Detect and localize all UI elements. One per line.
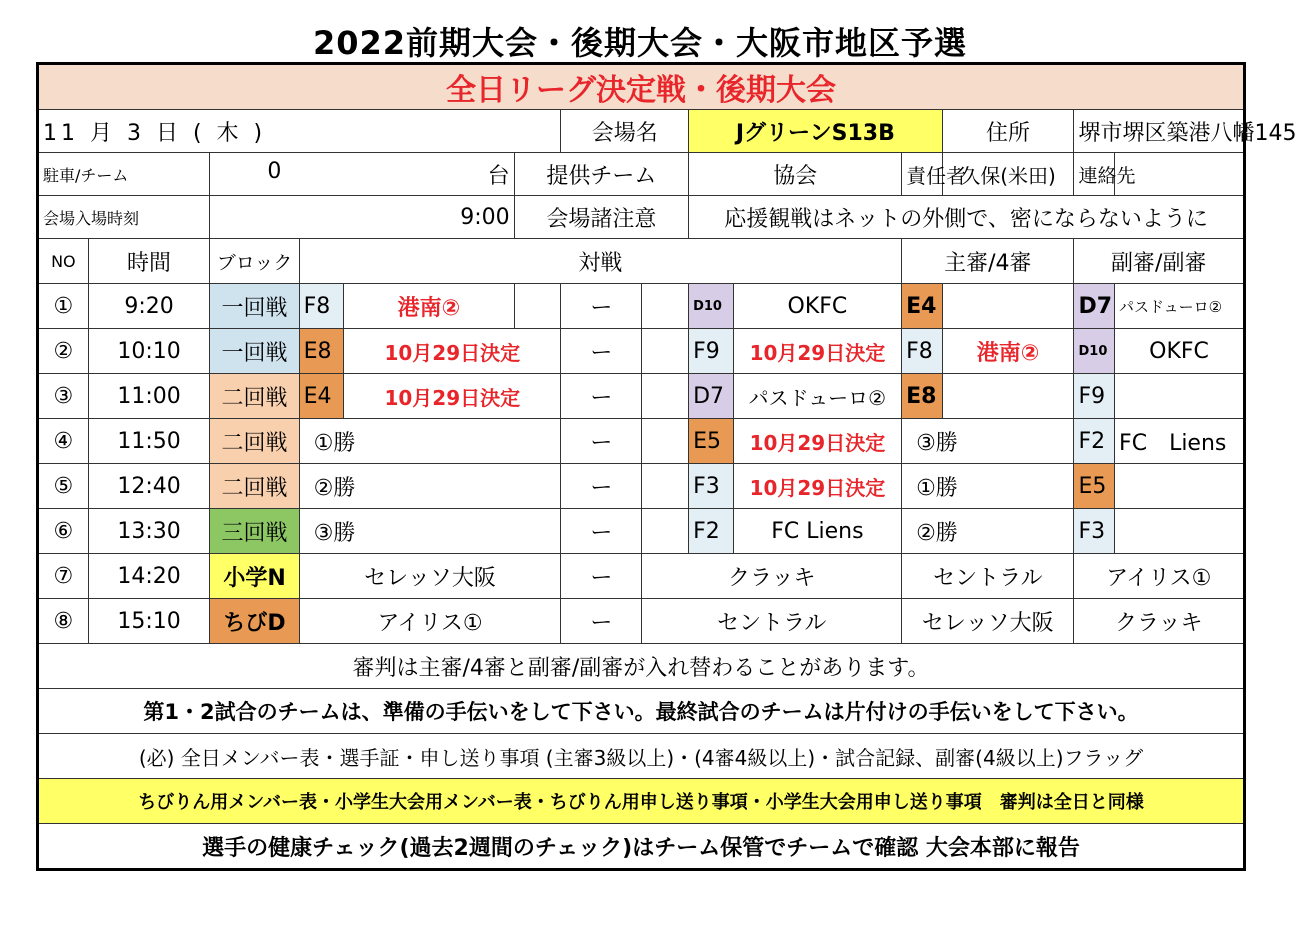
referee-code: F8 [902, 329, 943, 374]
referee-team: ③勝 [902, 419, 1074, 464]
address-label: 住所 [942, 110, 1074, 153]
note-health-check: 選手の健康チェック(過去2週間のチェック)はチーム保管でチームで確認 大会本部に報告 [38, 824, 1245, 870]
notice-label: 会場諸注意 [514, 196, 688, 239]
referee-team [942, 284, 1074, 329]
team-b-name: パスドューロ② [733, 374, 901, 419]
game-no: ④ [38, 419, 89, 464]
team-a-name: ①勝 [299, 419, 561, 464]
game-time: 14:20 [88, 554, 210, 599]
assistant-code: E5 [1074, 464, 1115, 509]
game-block: 二回戦 [210, 374, 299, 419]
assistant-code: F3 [1074, 509, 1115, 554]
contact-label: 連絡先 [1074, 153, 1115, 196]
game-time: 9:20 [88, 284, 210, 329]
game-no: ③ [38, 374, 89, 419]
team-a-name: 10月29日決定 [344, 329, 561, 374]
team-b-code: D7 [689, 374, 734, 419]
vs-dash: ー [561, 374, 642, 419]
table-row [38, 419, 1245, 464]
table-row [38, 509, 1245, 554]
manager-value: 久保(米田) [942, 153, 1074, 196]
notice-text: 応援観戦はネットの外側で、密にならないように [689, 196, 1245, 239]
assistant-team: OKFC [1115, 329, 1245, 374]
game-time: 15:10 [88, 599, 210, 644]
team-a-name: 港南② [344, 284, 514, 329]
assistant-team: パスドューロ② [1115, 284, 1245, 329]
address-value: 堺市堺区築港八幡145 [1074, 110, 1245, 153]
table-row [38, 284, 1245, 329]
parking-count: 0 [267, 158, 282, 184]
assistant-team: クラッキ [1074, 599, 1245, 644]
col-referee: 主審/4審 [902, 239, 1074, 284]
game-no: ⑧ [38, 599, 89, 644]
team-b-code: D10 [689, 284, 734, 329]
provider-value: 協会 [689, 153, 902, 196]
team-b-name: OKFC [733, 284, 901, 329]
assistant-team: FC Liens [1115, 419, 1245, 464]
game-time: 11:00 [88, 374, 210, 419]
vs-dash: ー [561, 554, 642, 599]
note-preparation: 第1・2試合のチームは、準備の手伝いをして下さい。最終試合のチームは片付けの手伝いをして下さい。 [38, 689, 1245, 734]
vs-dash: ー [561, 509, 642, 554]
team-a-name: セレッソ大阪 [299, 554, 561, 599]
manager-label: 責任者 [902, 153, 943, 196]
assistant-team [1115, 374, 1245, 419]
game-no: ⑥ [38, 509, 89, 554]
assistant-code: D10 [1074, 329, 1115, 374]
venue-name: JグリーンS13B [689, 110, 943, 153]
game-no: ⑦ [38, 554, 89, 599]
game-time: 11:50 [88, 419, 210, 464]
team-b-name: 10月29日決定 [733, 329, 901, 374]
assistant-code: F9 [1074, 374, 1115, 419]
table-row [38, 374, 1245, 419]
assistant-team [1115, 464, 1245, 509]
page-title: 2022前期大会・後期大会・大阪市地区予選 [312, 24, 968, 62]
referee-team: ①勝 [902, 464, 1074, 509]
team-b-name: FC Liens [733, 509, 901, 554]
team-a-code: E8 [299, 329, 344, 374]
vs-dash: ー [561, 284, 642, 329]
table-row [38, 599, 1245, 644]
team-b-code: F3 [689, 464, 734, 509]
game-block: 一回戦 [210, 329, 299, 374]
team-b-code: F9 [689, 329, 734, 374]
team-b-code: E5 [689, 419, 734, 464]
col-assistant: 副審/副審 [1074, 239, 1245, 284]
referee-team [942, 374, 1074, 419]
banner: 全日リーグ決定戦・後期大会 [38, 64, 1245, 110]
team-b-name: クラッキ [642, 554, 902, 599]
referee-team: セレッソ大阪 [902, 599, 1074, 644]
game-block: ちびD [210, 599, 299, 644]
game-no: ① [38, 284, 89, 329]
table-row [38, 464, 1245, 509]
team-a-code: E4 [299, 374, 344, 419]
assistant-team [1115, 509, 1245, 554]
referee-team: 港南② [942, 329, 1074, 374]
note-required-items: (必) 全日メンバー表・選手証・申し送り事項 (主審3級以上)・(4審4級以上)・試合記録、副審(4級以上)フラッグ [38, 734, 1245, 779]
referee-team: セントラル [902, 554, 1074, 599]
referee-team: ②勝 [902, 509, 1074, 554]
col-no: NO [38, 239, 89, 284]
schedule-table [36, 62, 1296, 871]
team-b-name: セントラル [642, 599, 902, 644]
referee-code: E8 [902, 374, 943, 419]
referee-code: E4 [902, 284, 943, 329]
team-a-code: F8 [299, 284, 344, 329]
team-a-name: ②勝 [299, 464, 561, 509]
col-time: 時間 [88, 239, 210, 284]
team-b-name: 10月29日決定 [733, 419, 901, 464]
game-block: 二回戦 [210, 419, 299, 464]
assistant-code: D7 [1074, 284, 1115, 329]
parking-unit: 台 [487, 163, 510, 189]
team-a-name: 10月29日決定 [344, 374, 561, 419]
note-chibirin: ちびりん用メンバー表・小学生大会用メンバー表・ちびりん用申し送り事項・小学生大会用申し送り事項 審判は全日と同様 [38, 779, 1245, 824]
entry-time: 9:00 [210, 196, 514, 239]
col-block: ブロック [210, 239, 299, 284]
game-time: 12:40 [88, 464, 210, 509]
game-block: 小学N [210, 554, 299, 599]
parking-value [210, 153, 514, 196]
table-row [38, 554, 1245, 599]
game-no: ② [38, 329, 89, 374]
game-block: 三回戦 [210, 509, 299, 554]
vs-dash: ー [561, 329, 642, 374]
game-time: 10:10 [88, 329, 210, 374]
game-time: 13:30 [88, 509, 210, 554]
team-a-name: アイリス① [299, 599, 561, 644]
team-a-name: ③勝 [299, 509, 561, 554]
vs-dash: ー [561, 464, 642, 509]
team-b-code: F2 [689, 509, 734, 554]
col-match: 対戦 [299, 239, 901, 284]
note-referee-swap: 審判は主審/4審と副審/副審が入れ替わることがあります。 [38, 644, 1245, 689]
game-block: 一回戦 [210, 284, 299, 329]
provider-label: 提供チーム [514, 153, 688, 196]
table-row [38, 329, 1245, 374]
assistant-code: F2 [1074, 419, 1115, 464]
vs-dash: ー [561, 599, 642, 644]
game-no: ⑤ [38, 464, 89, 509]
vs-dash: ー [561, 419, 642, 464]
game-block: 二回戦 [210, 464, 299, 509]
team-b-name: 10月29日決定 [733, 464, 901, 509]
date-cell: 11 月 3 日 ( 木 ) [38, 110, 561, 153]
venue-label: 会場名 [561, 110, 689, 153]
parking-label: 駐車/チーム [38, 153, 210, 196]
entry-label: 会場入場時刻 [38, 196, 210, 239]
assistant-team: アイリス① [1074, 554, 1245, 599]
